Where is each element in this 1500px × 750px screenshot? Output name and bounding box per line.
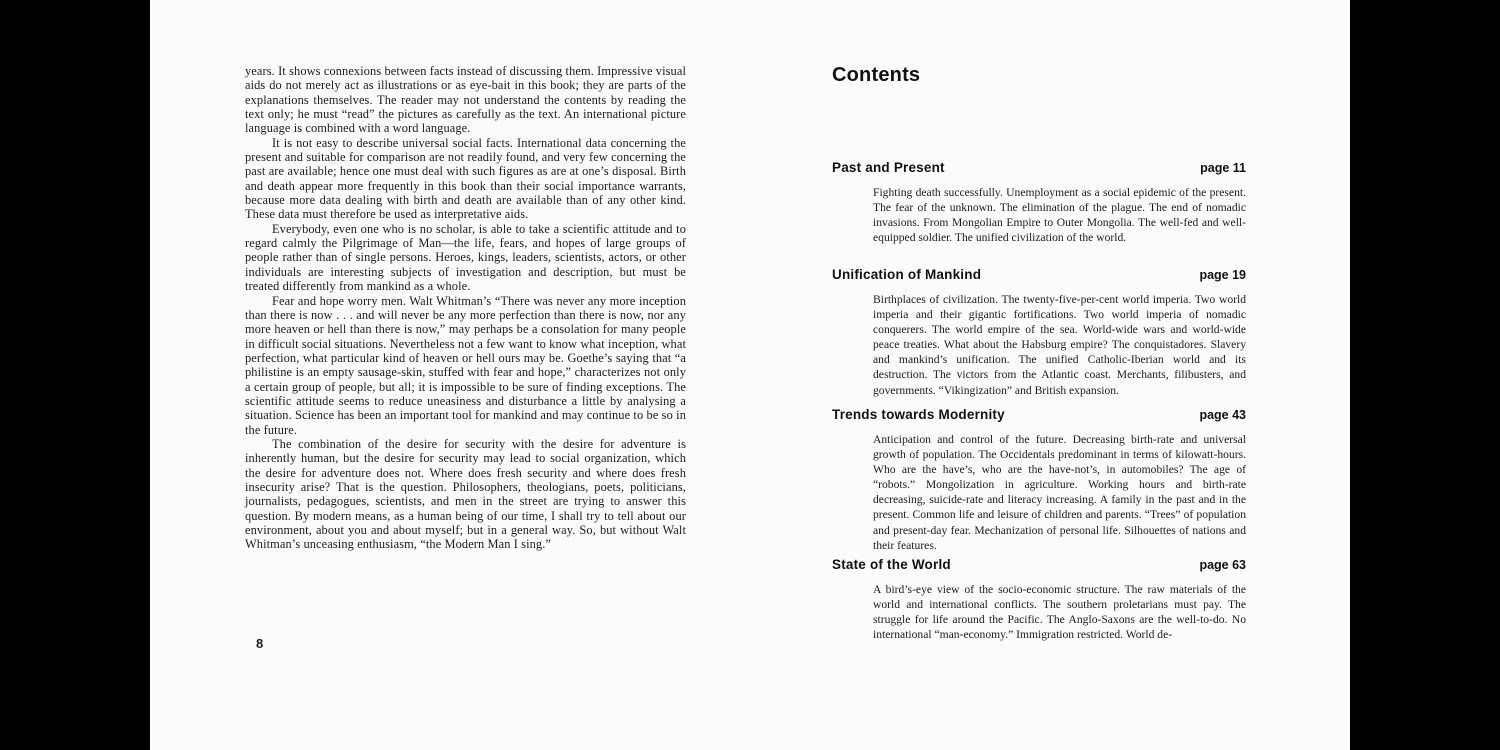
toc-entry-title: Unification of Mankind (832, 267, 982, 282)
page-number: 8 (256, 636, 264, 651)
book-spread (150, 0, 1350, 750)
toc-entry-head (832, 407, 1246, 422)
toc-entry-page: page 63 (1199, 558, 1246, 572)
toc-entry (832, 160, 1246, 245)
toc-entry-head (832, 160, 1246, 175)
toc-entry (832, 557, 1246, 642)
toc-entry-page: page 43 (1199, 408, 1246, 422)
paragraph: It is not easy to describe universal social facts. International data concerning the present and suitable for comparison are not readily found, and very few concerning the past are available; hence one must deal with such figures as are at one’s disposal. Birth and death appear more frequently in this book than their social importance warrants, because more data dealing with birth and death are available than of any other kind. These data must therefore be used as interpretative aids. (245, 135, 686, 222)
toc-entry (832, 407, 1246, 553)
toc-entry-description: A bird’s-eye view of the socio-economic structure. The raw materials of the world and international conflicts. The southern proletarians must pay. The struggle for life around the Pacific. The Anglo-Saxons are the well-to-do. No international “man-economy.” Immigration restricted. World de- (873, 583, 1246, 642)
toc-entry-page: page 19 (1199, 268, 1246, 282)
toc-entry-description: Fighting death successfully. Unemployment as a social epidemic of the present. The fear of the unknown. The elimination of the plague. The end of nomadic invasions. From Mongolian Empire to Outer Mongolia. The well-fed and well-equipped soldier. The unified civilization of the world. (873, 186, 1246, 245)
paragraph: Fear and hope worry men. Walt Whitman’s “There was never any more inception than there is now . . . and will never be any more perfection than there is now, nor any more heaven or hell than there is now,” may perhaps be a consolation for many people in difficult social situations. Nevertheless not a few want to know what inception, what perfection, what particular kind of heaven or hell ours may be. Goethe’s saying that “a philistine is an empty sausage-skin, stuffed with fear and hope,” characterizes not only a certain group of people, but all; it is impossible to be sure of finding exceptions. The scientific attitude seems to reduce uneasiness and disturbance a little by analysing a situation. Science has been an important tool for mankind and may continue to be so in the future. (245, 293, 686, 437)
left-page-body (245, 64, 686, 552)
toc-entry-description: Birthplaces of civilization. The twenty-five-per-cent world imperia. Two world imperia and their gigantic fortifications. Two world imperia of nomadic conquerers. The world empire of the sea. World-wide wars and world-wide peace treaties. What about the Habsburg empire? The conquistadores. Slavery and mankind’s unification. The unified Catholic-Iberian world and its destruction. The victors from the Atlantic coast. Merchants, filibusters, and governments. “Vikingization” and British expansion. (873, 293, 1246, 397)
paragraph: The combination of the desire for security with the desire for adventure is inherently human, but the desire for security may lead to social organization, which the desire for adventure does not. Where does fresh security and where does fresh insecurity arise? That is the question. Philosophers, theologians, poets, politicians, journalists, pedagogues, scientists, and men in the street are trying to answer this question. By modern means, as a human being of our time, I shall try to tell about our environment, about you and about myself; but in a general way. So, but without Walt Whitman’s unceasing enthusiasm, “the Modern Man I sing.” (245, 436, 686, 552)
toc-entry-head (832, 557, 1246, 572)
toc-entry-title: State of the World (832, 557, 951, 572)
toc-entry (832, 267, 1246, 398)
paragraph: Everybody, even one who is no scholar, is able to take a scientific attitude and to regard calmly the Pilgrimage of Man—the life, fears, and hopes of large groups of people rather than of single persons. Heroes, kings, leaders, scientists, actors, or other individuals are interesting subjects of investigation and description, but must be treated differently from mankind as a whole. (245, 221, 686, 294)
paragraph: years. It shows connexions between facts instead of discussing them. Impressive visual aids do not merely act as illustrations or as eye-bait in this book; they are parts of the explanations themselves. The reader may not understand the contents by reading the text only; he must “read” the pictures as carefully as the text. An international picture language is combined with a word language. (245, 64, 686, 136)
contents-title: Contents (832, 64, 921, 86)
toc-entry-title: Past and Present (832, 160, 945, 175)
toc-entry-description: Anticipation and control of the future. Decreasing birth-rate and universal growth of population. The Occidentals predominant in terms of kilowatt-hours. Who are the have’s, who are the have-not’s, in automobiles? The age of “robots.” Mongolization in agriculture. Working hours and birth-rate decreasing, suicide-rate and literacy increasing. A family in the past and in the present. Common life and leisure of children and parents. “Trees” of population and present-day fear. Mechanization of personal life. Silhouettes of nations and their features. (873, 433, 1246, 552)
toc-entry-head (832, 267, 1246, 282)
toc-entry-page: page 11 (1200, 161, 1246, 175)
toc-entry-title: Trends towards Modernity (832, 407, 1005, 422)
